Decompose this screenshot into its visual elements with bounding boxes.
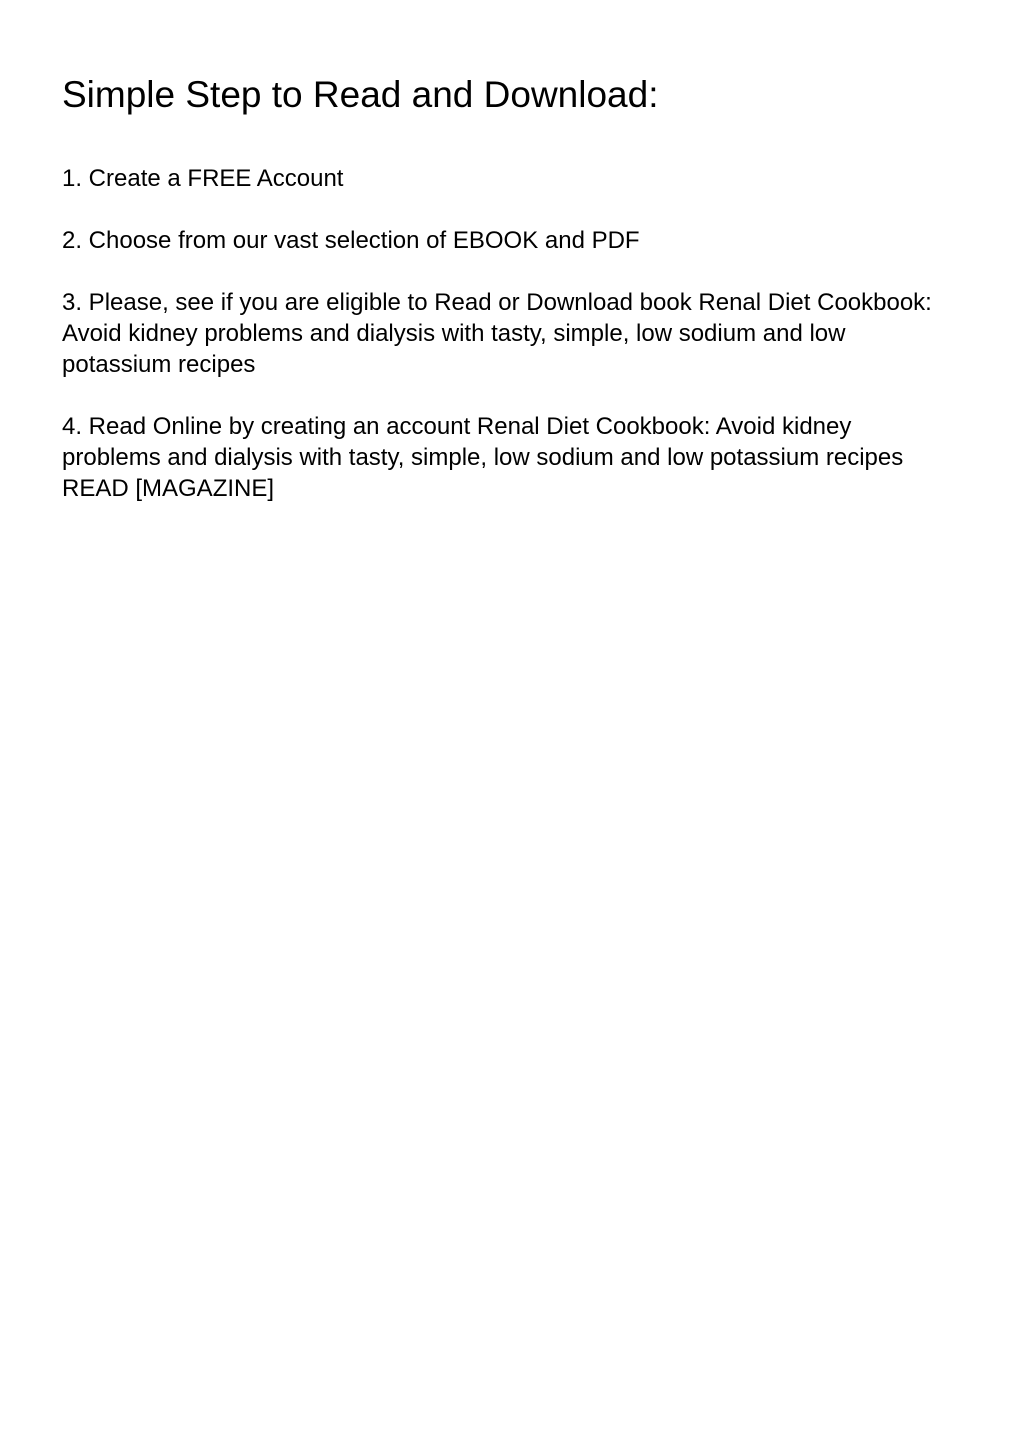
- step-4-read-online: 4. Read Online by creating an account Renal Diet Cookbook: Avoid kidney problems and dialysis with tasty, simple, low sodium and low potassium recipes READ [MAGAZINE]: [62, 413, 904, 502]
- step-1-create-account: 1. Create a FREE Account: [62, 165, 344, 192]
- step-3-check-eligibility: 3. Please, see if you are eligible to Read or Download book Renal Diet Cookbook: Avoid kidney problems and dialysis with tasty, simple, low sodium and low potassium recipes: [62, 289, 932, 378]
- step-2-choose-selection: 2. Choose from our vast selection of EBOOK and PDF: [62, 227, 640, 254]
- page-title: Simple Step to Read and Download:: [62, 74, 659, 115]
